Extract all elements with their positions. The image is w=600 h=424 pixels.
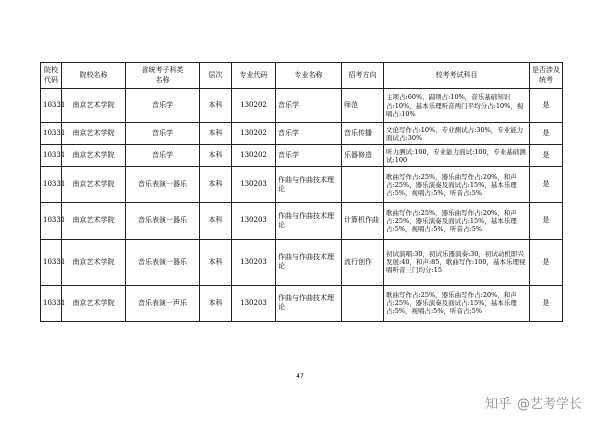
- cell-school-name: 南京艺术学院: [62, 203, 126, 239]
- cell-major-code: 130202: [232, 123, 276, 145]
- header-school-name: 院校名称: [62, 63, 126, 89]
- cell-exam-subjects: 初试演唱:30，初试乐器演奏:30，初试动机即兴发展:40，和声:85，歌曲写作:100，基本乐理视唱听音三门均分:15: [384, 239, 530, 285]
- cell-subcategory: 音乐学: [126, 145, 200, 167]
- cell-major-name: 作曲与作曲技术理论: [276, 203, 342, 239]
- table-row: [41, 89, 563, 123]
- cell-exam-subjects: 主项占:60%，副项占:10%，音乐基础知识占:10%，基本乐理听音两门平均分占:10%，视唱占:10%: [384, 89, 530, 123]
- cell-major-name: 音乐学: [276, 145, 342, 167]
- cell-subcategory: 音乐表演一器乐: [126, 167, 200, 203]
- cell-exam-subjects: 歌曲写作占:25%，器乐曲写作占:20%，和声占:25%，器乐演奏及面试占:15%，基本乐理占:5%，视唱占:5%，听音占:5%: [384, 203, 530, 239]
- cell-direction: 流行创作: [342, 239, 384, 285]
- cell-major-code: 130202: [232, 89, 276, 123]
- cell-subcategory: 音乐学: [126, 89, 200, 123]
- cell-unified-exam: 是: [530, 89, 563, 123]
- cell-exam-subjects: 歌曲写作占:25%，器乐曲写作占:20%，和声占:25%，器乐演奏及面试占:15%，基本乐理占:5%，视唱占:5%，听音占:5%: [384, 167, 530, 203]
- cell-unified-exam: 是: [530, 285, 563, 321]
- cell-direction: [342, 285, 384, 321]
- table-row: [41, 203, 563, 239]
- cell-school-name: 南京艺术学院: [62, 123, 126, 145]
- cell-major-code: 130203: [232, 239, 276, 285]
- header-level: 层次: [200, 63, 232, 89]
- header-major-name: 专业名称: [276, 63, 342, 89]
- cell-school-code: 10331: [41, 145, 62, 167]
- table-row: [41, 239, 563, 285]
- cell-exam-subjects: 歌曲写作占:25%，器乐曲写作占:20%，和声占:25%，器乐演奏及面试占:15%，基本乐理占:5%，视唱占:5%，听音占:5%: [384, 285, 530, 321]
- cell-major-code: 130202: [232, 145, 276, 167]
- cell-school-code: 10331: [41, 89, 62, 123]
- cell-unified-exam: 是: [530, 145, 563, 167]
- cell-direction: 乐器修造: [342, 145, 384, 167]
- cell-major-code: 130203: [232, 167, 276, 203]
- admission-table: [40, 62, 563, 322]
- cell-level: 本科: [200, 167, 232, 203]
- cell-exam-subjects: 文论写作占:10%，专业测试占:30%，专业能力面试占:30%: [384, 123, 530, 145]
- header-exam-subjects: 校考考试科目: [384, 63, 530, 89]
- cell-unified-exam: 是: [530, 167, 563, 203]
- cell-major-code: 130203: [232, 285, 276, 321]
- cell-level: 本科: [200, 203, 232, 239]
- watermark: [485, 393, 582, 412]
- cell-major-name: 作曲与作曲技术理论: [276, 167, 342, 203]
- cell-major-name: 作曲与作曲技术理论: [276, 285, 342, 321]
- cell-direction: 师范: [342, 89, 384, 123]
- cell-subcategory: 音乐表演一器乐: [126, 239, 200, 285]
- cell-major-name: 音乐学: [276, 123, 342, 145]
- table-row: [41, 123, 563, 145]
- cell-level: 本科: [200, 145, 232, 167]
- cell-level: 本科: [200, 123, 232, 145]
- cell-subcategory: 音乐表演一声乐: [126, 285, 200, 321]
- table-header-row: [41, 63, 563, 89]
- cell-school-code: 10331: [41, 167, 62, 203]
- cell-school-code: 10331: [41, 123, 62, 145]
- cell-level: 本科: [200, 239, 232, 285]
- cell-unified-exam: 是: [530, 123, 563, 145]
- cell-subcategory: 音乐表演一器乐: [126, 203, 200, 239]
- cell-major-name: 音乐学: [276, 89, 342, 123]
- cell-school-name: 南京艺术学院: [62, 285, 126, 321]
- header-school-code: 院校 代码: [41, 63, 62, 89]
- cell-direction: 计算机作曲: [342, 203, 384, 239]
- cell-school-code: 10331: [41, 203, 62, 239]
- header-major-code: 专业代码: [232, 63, 276, 89]
- table-row: [41, 285, 563, 321]
- header-direction: 招考方向: [342, 63, 384, 89]
- header-unified-exam: 是否涉及 统考: [530, 63, 563, 89]
- table-row: [41, 167, 563, 203]
- watermark-platform: 知乎: [484, 397, 511, 412]
- cell-exam-subjects: 听力测试:100，专业能力面试:100，专业基础测试:100: [384, 145, 530, 167]
- cell-unified-exam: 是: [530, 239, 563, 285]
- cell-direction: [342, 167, 384, 203]
- header-subcategory: 省统考子科类 名称: [126, 63, 200, 89]
- cell-level: 本科: [200, 285, 232, 321]
- cell-subcategory: 音乐学: [126, 123, 200, 145]
- cell-school-code: 10331: [41, 285, 62, 321]
- cell-school-code: 10331: [41, 239, 62, 285]
- cell-direction: 音乐传播: [342, 123, 384, 145]
- cell-school-name: 南京艺术学院: [62, 89, 126, 123]
- cell-school-name: 南京艺术学院: [62, 145, 126, 167]
- cell-unified-exam: 是: [530, 203, 563, 239]
- cell-major-code: 130203: [232, 203, 276, 239]
- cell-major-name: 作曲与作曲技术理论: [276, 239, 342, 285]
- cell-level: 本科: [200, 89, 232, 123]
- watermark-author: @艺考学长: [516, 397, 582, 412]
- page-number: 47: [296, 373, 304, 380]
- cell-school-name: 南京艺术学院: [62, 239, 126, 285]
- table-row: [41, 145, 563, 167]
- cell-school-name: 南京艺术学院: [62, 167, 126, 203]
